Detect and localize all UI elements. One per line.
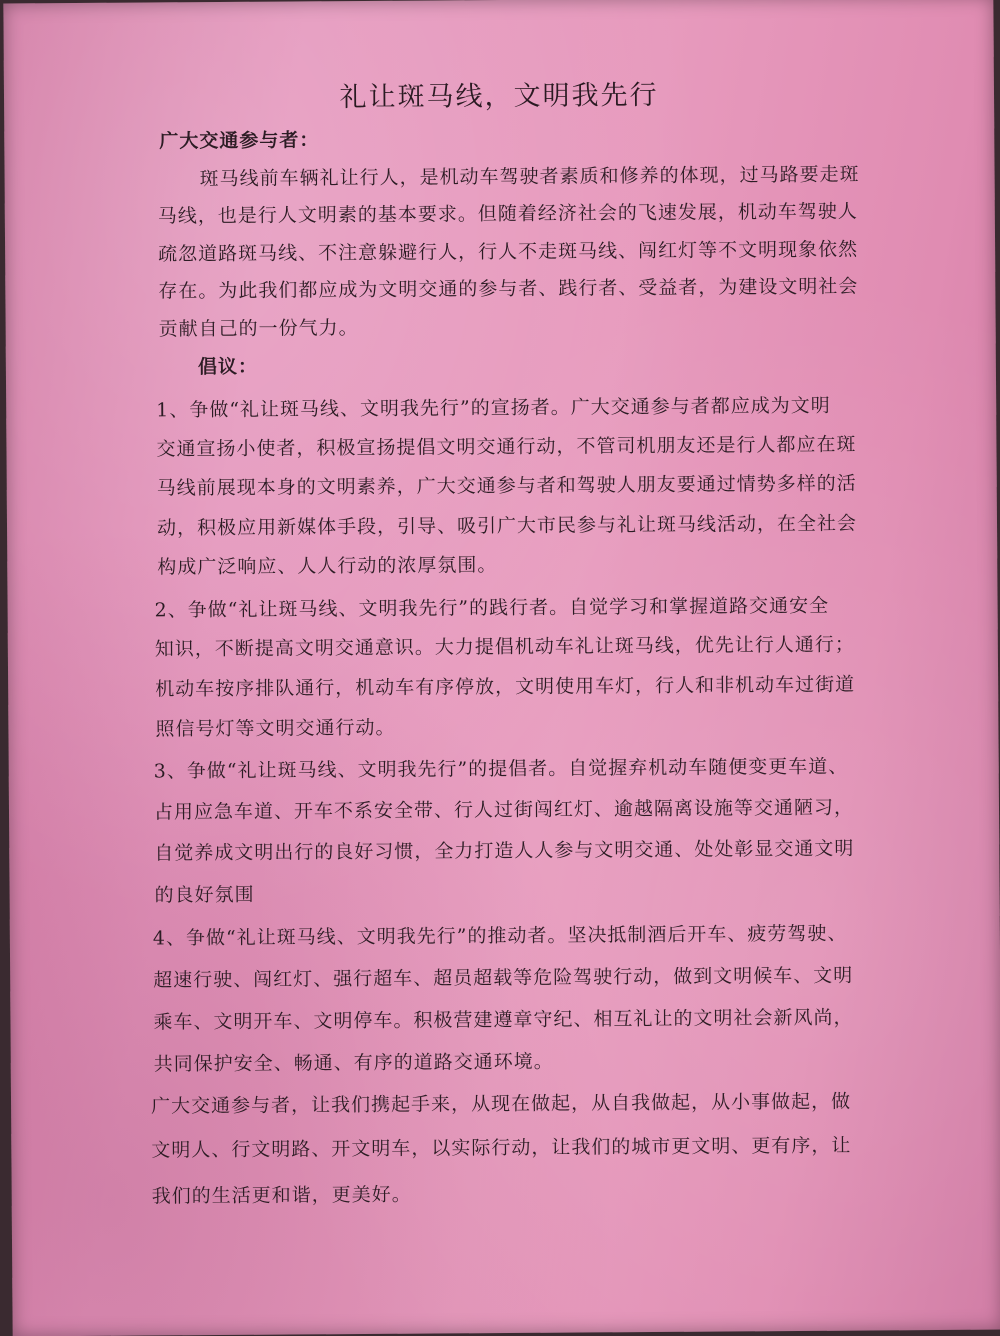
item2-line-4: 照信号灯等文明交通行动。	[155, 716, 396, 741]
item3-line-1: 3、争做“礼让斑马线、文明我先行”的提倡者。自觉握弃机动车随便变更车道、	[153, 755, 849, 783]
item1-line-2: 交通宣扬小使者，积极宣扬提倡文明交通行动，不管司机朋友还是行人都应在斑	[156, 433, 857, 461]
closing-line-1: 广大交通参与者，让我们携起手来，从现在做起，从自我做起，从小事做起，做	[150, 1090, 852, 1118]
item4-line-3: 乘车、文明开车、文明停车。积极营建遵章守纪、相互礼让的文明社会新风尚，	[153, 1006, 854, 1034]
item4-line-2: 超速行驶、闯红灯、强行超车、超员超载等危险驾驶行动，做到文明候车、文明	[153, 964, 854, 992]
item4-line-4: 共同保护安全、畅通、有序的道路交通环境。	[153, 1050, 554, 1076]
closing-line-3: 我们的生活更和谐，更美好。	[151, 1183, 412, 1208]
item2-line-2: 知识，不断提高文明交通意识。大力提倡机动车礼让斑马线，优先让行人通行；	[154, 633, 855, 661]
item1-line-3: 马线前展现本身的文明素养，广大交通参与者和驾驶人朋友要通过情势多样的活	[156, 472, 857, 500]
item2-line-3: 机动车按序排队通行，机动车有序停放，文明使用车灯，行人和非机动车过街道	[155, 673, 856, 701]
item3-line-4: 的良好氛围	[154, 883, 255, 907]
proposal-heading: 倡议：	[197, 355, 258, 379]
item3-line-3: 自觉养成文明出行的良好习惯，全力打造人人参与文明交通、处处彰显交通文明	[154, 837, 855, 865]
salutation: 广大交通参与者：	[159, 129, 320, 153]
paper-sheet	[3, 0, 1000, 1336]
item3-line-2: 占用应急车道、开车不系安全带、行人过街闯红灯、逾越隔离设施等交通陋习，	[153, 796, 855, 824]
item2-line-1: 2、争做“礼让斑马线、文明我先行”的践行者。自觉学习和掌握道路交通安全	[154, 594, 830, 622]
document-title: 礼让斑马线，文明我先行	[339, 79, 659, 114]
intro-line-5: 贡献自己的一份气力。	[158, 316, 359, 341]
intro-line-1: 斑马线前车辆礼让行人，是机动车驾驶者素质和修养的体现，过马路要走斑	[199, 163, 860, 191]
item1-line-1: 1、争做“礼让斑马线、文明我先行”的宣扬者。广大交通参与者都应成为文明	[156, 394, 831, 422]
intro-line-2: 马线，也是行人文明素的基本要求。但随着经济社会的飞速发展，机动车驾驶人	[157, 200, 858, 228]
item4-line-1: 4、争做“礼让斑马线、文明我先行”的推动者。坚决抵制酒后开车、疲劳驾驶、	[152, 922, 848, 950]
item1-line-4: 动，积极应用新媒体手段，引导、吸引广大市民参与礼让斑马线活动，在全社会	[156, 512, 858, 540]
intro-line-4: 存在。为此我们都应成为文明交通的参与者、践行者、受益者，为建设文明社会	[158, 275, 859, 303]
item1-line-5: 构成广泛响应、人人行动的浓厚氛围。	[157, 554, 498, 579]
intro-line-3: 疏忽道路斑马线、不注意躲避行人，行人不走斑马线、闯红灯等不文明现象依然	[158, 238, 859, 266]
closing-line-2: 文明人、行文明路、开文明车，以实际行动，让我们的城市更文明、更有序，让	[151, 1134, 852, 1162]
